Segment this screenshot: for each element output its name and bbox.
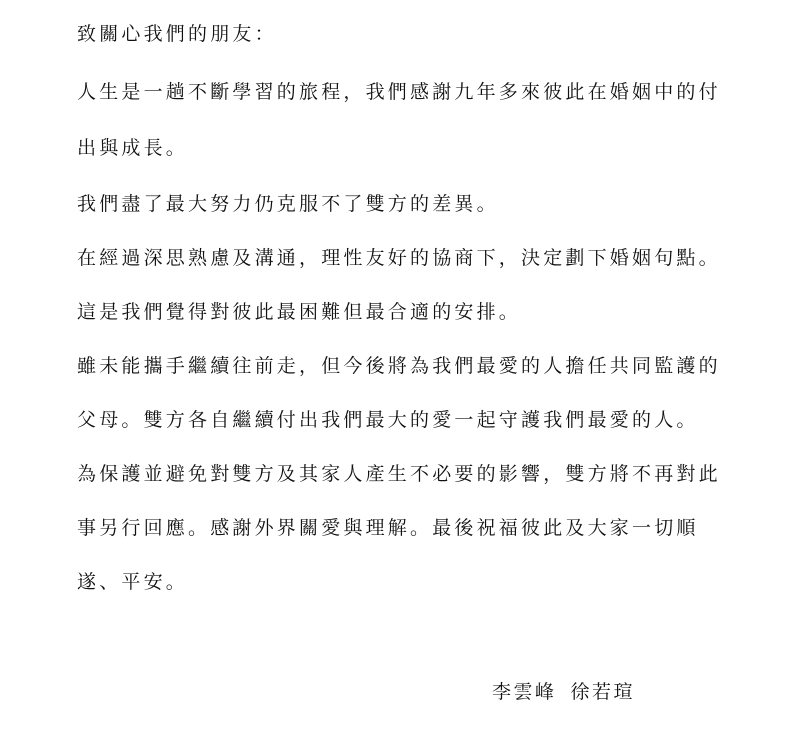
- letter-line: 雖未能攜手繼續往前走，但今後將為我們最愛的人擔任共同監護的: [77, 355, 721, 377]
- letter-line: 為保護並避免對雙方及其家人產生不必要的影響，雙方將不再對此: [77, 463, 721, 485]
- letter-line: 事另行回應。感謝外界關愛與理解。最後祝福彼此及大家一切順: [77, 517, 699, 539]
- letter-line: 人生是一趟不斷學習的旅程，我們感謝九年多來彼此在婚姻中的付: [77, 81, 721, 103]
- letter-line: 我們盡了最大努力仍克服不了雙方的差異。: [77, 193, 499, 215]
- letter-line: 遂、平安。: [77, 571, 189, 593]
- letter-line: 父母。雙方各自繼續付出我們最大的愛一起守護我們最愛的人。: [77, 409, 699, 431]
- signatory-name: 李雲峰: [492, 681, 557, 703]
- letter-line: 這是我們覺得對彼此最困難但最合適的安排。: [77, 301, 522, 323]
- letter-line: 在經過深思熟慮及溝通，理性友好的協商下，決定劃下婚姻句點。: [77, 247, 721, 269]
- signatory-name: 徐若瑄: [570, 681, 636, 703]
- salutation: 致關心我們的朋友：: [77, 23, 277, 45]
- signature-block: [492, 680, 635, 704]
- letter-line: 出與成長。: [77, 137, 189, 159]
